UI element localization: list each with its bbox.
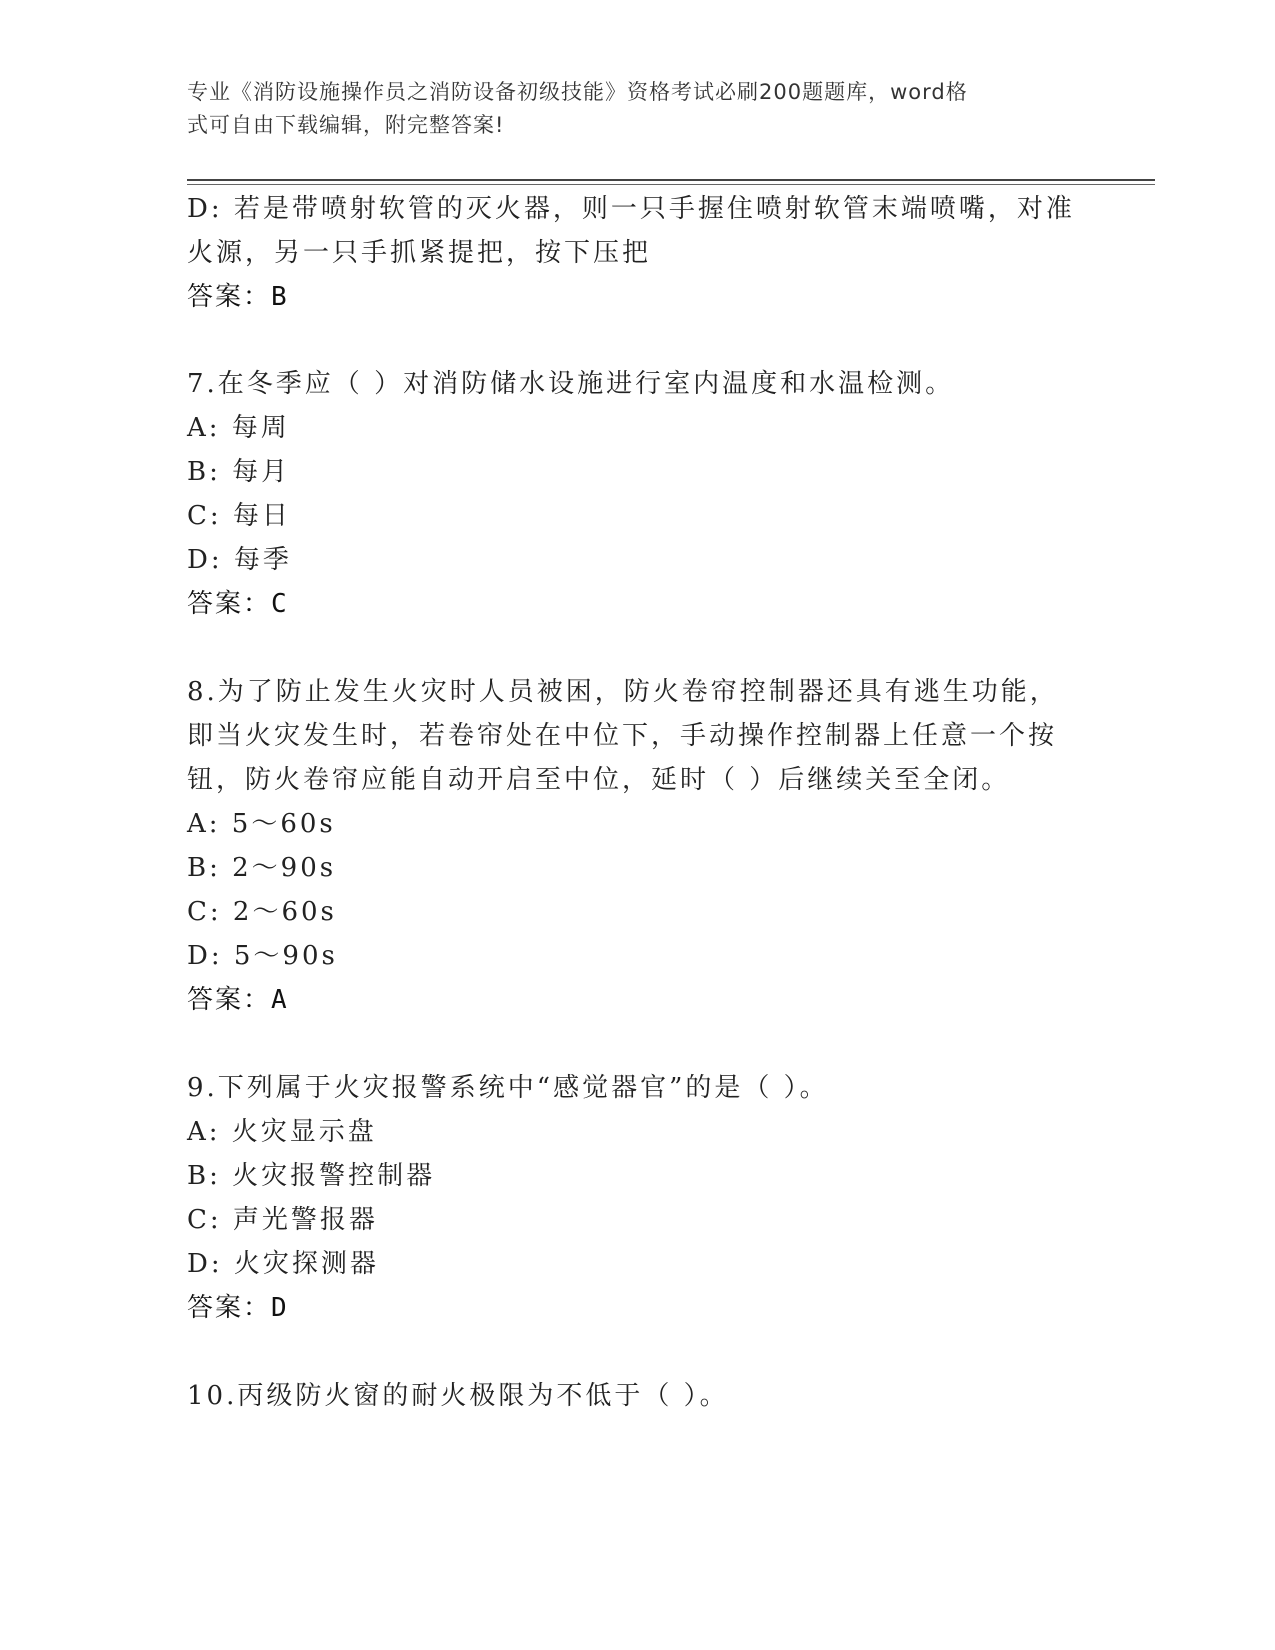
- question-8-option-d: D: 5～90s: [187, 941, 338, 971]
- header-line-2: 式可自由下载编辑，附完整答案!: [187, 113, 505, 137]
- question-7-option-b: B: 每月: [187, 457, 291, 487]
- answer-label: 答案：: [187, 1293, 272, 1323]
- document-header: [187, 76, 1087, 142]
- question-9-option-b: B: 火灾报警控制器: [187, 1161, 436, 1191]
- answer-label: 答案：: [187, 589, 272, 619]
- question-9-answer: [187, 1291, 289, 1325]
- question-7-answer: [187, 587, 289, 621]
- question-8-stem-line-3: 钮，防火卷帘应能自动开启至中位，延时（ ）后继续关至全闭。: [187, 765, 1011, 795]
- answer-value: B: [271, 282, 289, 312]
- question-9-option-c: C: 声光警报器: [187, 1205, 378, 1235]
- question-8-answer: [187, 983, 289, 1017]
- prev-answer: [187, 280, 289, 314]
- question-7-option-c: C: 每日: [187, 501, 291, 531]
- question-9-option-a: A: 火灾显示盘: [187, 1117, 377, 1147]
- question-8-option-b: B: 2～90s: [187, 853, 337, 883]
- question-8-option-c: C: 2～60s: [187, 897, 337, 927]
- question-9-option-d: D: 火灾探测器: [187, 1249, 379, 1279]
- prev-option-d-line-1: D: 若是带喷射软管的灭火器，则一只手握住喷射软管末端喷嘴，对准: [187, 194, 1075, 224]
- question-10-stem: 10.丙级防火窗的耐火极限为不低于（ ）。: [187, 1381, 729, 1411]
- question-7-stem: 7.在冬季应（ ）对消防储水设施进行室内温度和水温检测。: [187, 369, 955, 399]
- question-8-option-a: A: 5～60s: [187, 809, 336, 839]
- header-line-1: 专业《消防设施操作员之消防设备初级技能》资格考试必刷200题题库，word格: [187, 80, 968, 104]
- answer-label: 答案：: [187, 985, 272, 1015]
- question-8-stem-line-2: 即当火灾发生时，若卷帘处在中位下，手动操作控制器上任意一个按: [187, 721, 1058, 751]
- header-divider-thin: [187, 184, 1155, 185]
- question-7-option-d: D: 每季: [187, 545, 292, 575]
- answer-value: A: [271, 985, 289, 1015]
- question-9-stem: 9.下列属于火灾报警系统中“感觉器官”的是（ ）。: [187, 1073, 829, 1103]
- question-8-stem-line-1: 8.为了防止发生火灾时人员被困，防火卷帘控制器还具有逃生功能，: [187, 677, 1059, 707]
- answer-value: C: [271, 589, 289, 619]
- answer-value: D: [271, 1293, 289, 1323]
- answer-label: 答案：: [187, 282, 272, 312]
- header-divider-thick: [187, 179, 1155, 181]
- prev-option-d-line-2: 火源，另一只手抓紧提把，按下压把: [187, 238, 652, 268]
- question-7-option-a: A: 每周: [187, 413, 290, 443]
